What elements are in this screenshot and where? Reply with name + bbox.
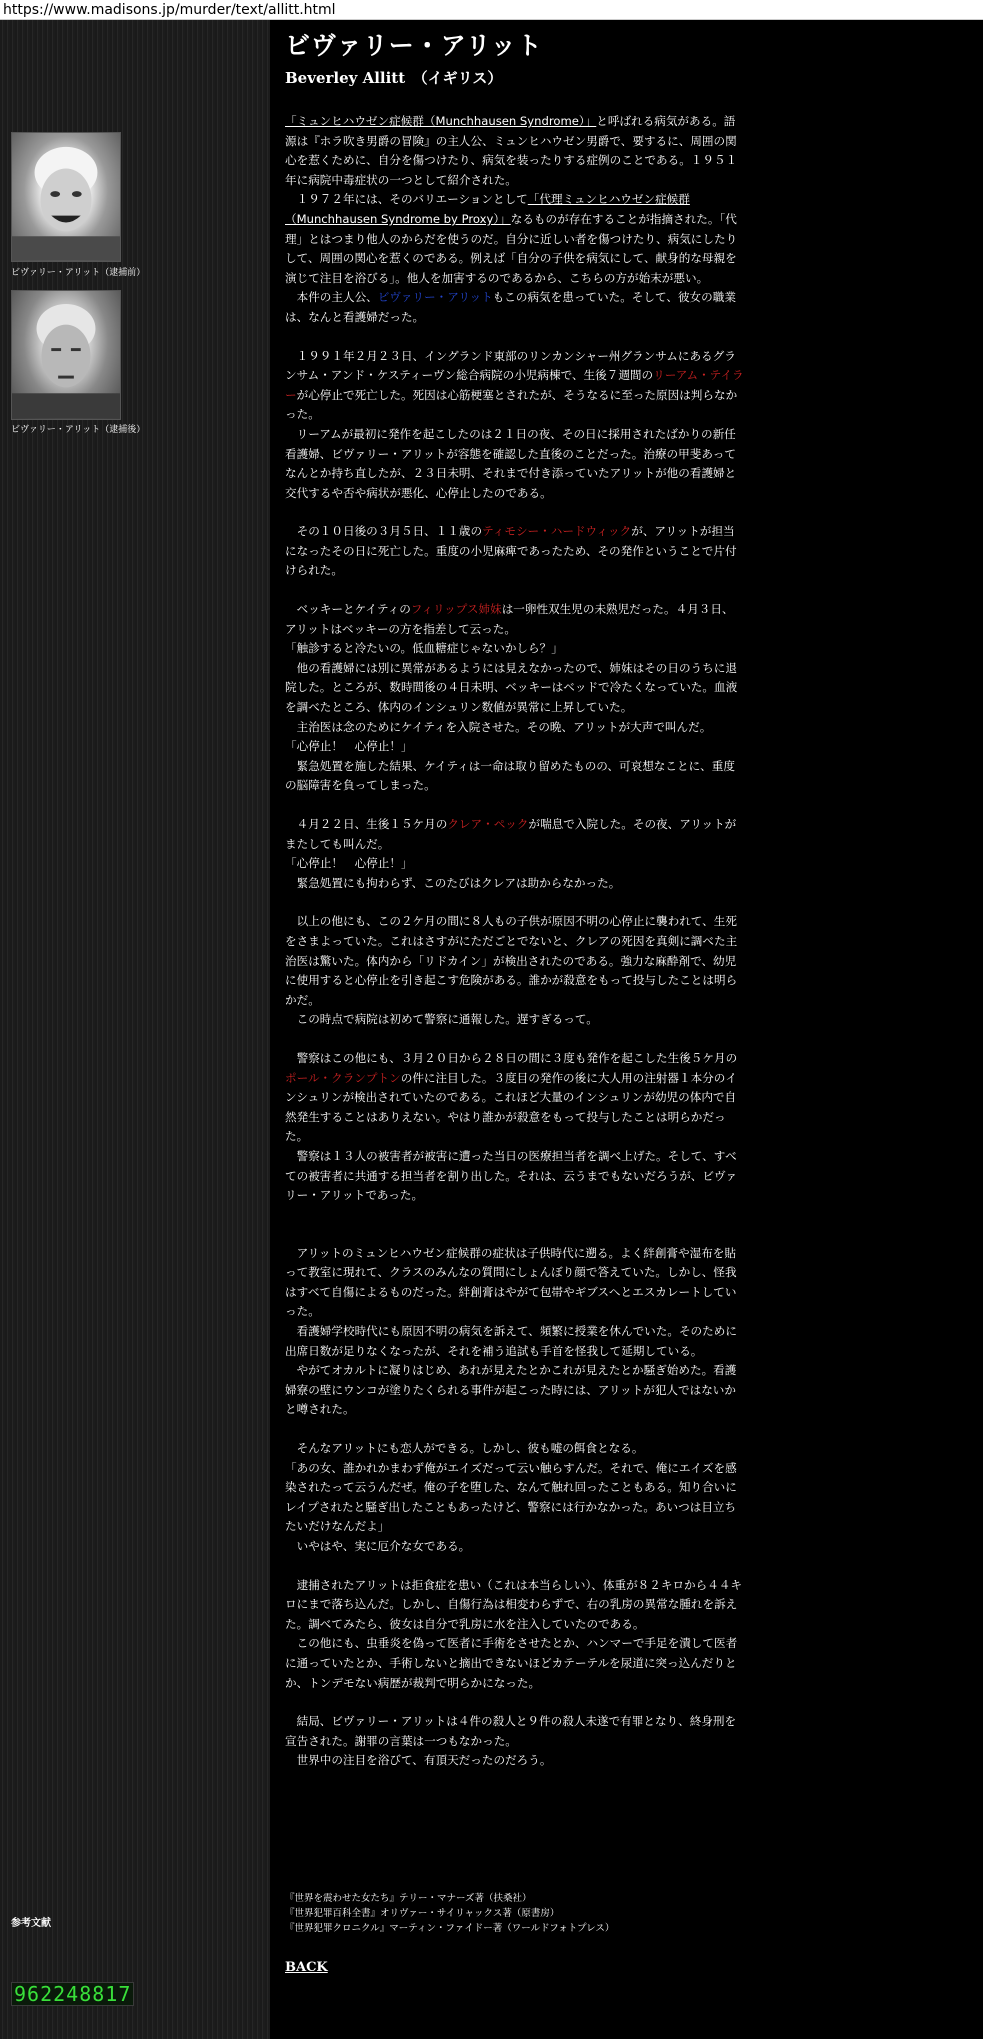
references-list [285, 1891, 614, 1936]
text: が、アリットが担当になったその日に死亡した。重度の小児麻痺であったため、その発作ということで片付けられた。 [285, 524, 737, 578]
text: 他の看護婦には別に異常があるようには見えなかったので、姉妹はその日のうちに退院した。ところが、数時間後の４日未明、ベッキーはベッドで冷たくなっていた。血液を調べたところ、体内のインシュリン数値が異常に上昇していた。 [285, 660, 738, 715]
text: やがてオカルトに凝りはじめ、あれが見えたとかこれが見えたとか騒ぎ始めた。看護婦寮の壁にウンコが塗りたくられる事件が起こった時には、アリットが犯人ではないかと噂された。 [285, 1363, 737, 1417]
victim-name: クレア・ペック [447, 817, 529, 831]
page-title: ビヴァリー・アリット [285, 31, 543, 60]
victim-name: リーアム・テイラー [285, 368, 744, 402]
photo-caption-before: ビヴァリー・アリット（逮捕前） [11, 268, 146, 278]
back-link[interactable]: BACK [285, 1960, 328, 1975]
photo-caption-after: ビヴァリー・アリット（逮捕後） [11, 425, 146, 435]
text: そんなアリットにも恋人ができる。しかし、彼も嘘の餌食となる。 [285, 1441, 644, 1456]
munchhausen-link[interactable]: 「ミュンヒハウゼン症候群（Munchhausen Syndrome）」 [285, 114, 597, 128]
text: ４月２２日、生後１５ケ月の [285, 817, 448, 831]
text: の件に注目した。３度目の発作の後に大人用の注射器１本分のインシュリンが検出されていたのである。これほど大量のインシュリンが幼児の体内で自然発生することはありえない。やはり誰かが殺意をもって投与したことは明らかだった。 [285, 1070, 737, 1144]
proxy-munchhausen-link[interactable]: 「代理ミュンヒハウゼン症候群（Munchhausen Syndrome by Proxy）」 [285, 192, 690, 226]
suspect-photo-after-arrest [11, 290, 121, 420]
reference-item: 『世界を震わせた女たち』テリー・マナーズ著（扶桑社） [285, 1893, 532, 1904]
text: 世界中の注目を浴びて、有頂天だったのだろう。 [285, 1753, 552, 1768]
paragraph [285, 347, 745, 504]
text: 「あの女、誰かれかまわず俺がエイズだって云い触らすんだ。それで、俺にエイズを感染されたって云うんだぜ。俺の子を堕した、なんて触れ回ったこともある。知り合いにレイプされたと騒ぎ出したこともあったけど、警察には行かなかった。あいつは目立ちたいだけなんだよ」 [285, 1460, 737, 1534]
text: 逮捕されたアリットは拒食症を患い（これは本当らしい）、体重が８２キロから４４キロにまで落ち込んだ。しかし、自傷行為は相変わらずで、右の乳房の異常な腫れを訴えた。調べてみたら、彼女は自分で乳房に水を注入していたのである。 [285, 1577, 743, 1631]
text: １９７２年には、そのバリエーションとして [285, 192, 528, 207]
paragraph [285, 1049, 745, 1206]
text: 緊急処置にも拘わらず、このたびはクレアは助からなかった。 [285, 875, 621, 890]
text: 「心停止！ 心停止！」 [285, 856, 413, 871]
paragraph [285, 522, 745, 581]
reference-item: 『世界犯罪クロニクル』マーティン・ファイドー著（ワールドフォトプレス） [285, 1923, 615, 1934]
paragraph [285, 112, 745, 328]
text: この時点で病院は初めて警察に通報した。遅すぎるって。 [285, 1012, 598, 1027]
sidebar [0, 20, 270, 2039]
victim-name: ティモシー・ハードウィック [482, 524, 632, 539]
text: 主治医は念のためにケイティを入院させた。その晩、アリットが大声で叫んだ。 [285, 719, 712, 734]
page-subtitle: Beverley Allitt （イギリス） [285, 69, 503, 87]
references-label: 参考文献 [11, 1918, 51, 1929]
text: 以上の他にも、この２ケ月の間に８人もの子供が原因不明の心停止に襲われて、生死をさまよっていた。これはさすがにただごとでないと、クレアの死因を真剣に調べた主治医は驚いた。体内から「リドカイン」が検出されたのである。強力な麻酔剤で、幼児に使用すると心停止を引き起こす危険がある。誰かが殺意をもって投与したことは明らかだ。 [285, 914, 738, 1007]
text: もこの病気を患っていた。そして、彼女の職業は、なんと看護婦だった。 [285, 290, 736, 324]
article-body [285, 112, 745, 1771]
article [285, 20, 745, 1790]
victim-name: ポール・クランプトン [285, 1070, 401, 1085]
text: アリットのミュンヒハウゼン症候群の症状は子供時代に遡る。よく絆創膏や湿布を貼って教室に現れて、クラスのみんなの質問にしょんぼり顔で答えていた。しかし、怪我はすべて自傷によるものだった。絆創膏はやがて包帯やギブスへとエスカレートしていった。 [285, 1245, 737, 1319]
text: 「触診すると冷たいの。低血糖症じゃないかしら？」 [285, 641, 563, 656]
text: が喘息で入院した。その夜、アリットがまたしても叫んだ。 [285, 817, 737, 851]
text: 「心停止！ 心停止！」 [285, 739, 413, 754]
paragraph [285, 600, 745, 796]
text: は一卵性双生児の未熟児だった。４月３日、アリットはベッキーの方を指差して云った。 [285, 602, 734, 636]
paragraph [285, 1576, 745, 1694]
victim-name: フィリップス姉妹 [410, 602, 502, 617]
text: いやはや、実に厄介な女である。 [285, 1539, 471, 1553]
paragraph [285, 1712, 745, 1771]
text: この他にも、虫垂炎を偽って医者に手術をさせたとか、ハンマーで手足を潰して医者に通っていたとか、手術しないと摘出できないほどカテーテルを尿道に突っ込んだりとか、トンデモない病歴が裁判で明らかになった。 [285, 1636, 738, 1690]
text: 本件の主人公、 [285, 290, 378, 305]
text: と呼ばれる病気がある。語源は『ホラ吹き男爵の冒険』の主人公、ミュンヒハウゼン男爵で、要するに、周囲の関心を惹くために、自分を傷つけたり、病気を装ったりする症例のことである。１９５１年に病院中毒症状の一つとして紹介された。 [285, 114, 738, 187]
text: なるものが存在することが指摘された。「代理」とはつまり他人のからだを使うのだ。自分に近しい者を傷つけたり、病気にしたりして、周囲の関心を惹くのである。例えば「自分の子供を病気にして、献身的な母親を演じて注目を浴びる」。他人を加害するのであるから、こちらの方が始末が悪い。 [285, 211, 738, 285]
text: 看護婦学校時代にも原因不明の病気を訴えて、頻繁に授業を休んでいた。そのために出席日数が足りなくなったが、それを補う追試も手首を怪我して延期している。 [285, 1324, 737, 1358]
reference-item: 『世界犯罪百科全書』オリヴァー・サイリャックス著（原書房） [285, 1908, 560, 1919]
address-bar[interactable]: https://www.madisons.jp/murder/text/allitt.html [0, 0, 983, 20]
name-allitt: ビヴァリー・アリット [377, 290, 493, 305]
text: が心停止で死亡した。死因は心筋梗塞とされたが、そうなるに至った原因は判らなかった。 [285, 387, 738, 422]
text: １９９１年２月２３日、イングランド東部のリンカンシャー州グランサムにあるグランサム・アンド・ケスティーヴン総合病院の小児病棟で、生後７週間の [285, 348, 736, 383]
suspect-photo-before-arrest [11, 132, 121, 262]
paragraph [285, 815, 745, 893]
paragraph [285, 1439, 745, 1557]
text: 警察は１３人の被害者が被害に遭った当日の医療担当者を調べ上げた。そして、すべての被害者に共通する担当者を割り出した。それは、云うまでもないだろうが、ビヴァリー・アリットであった。 [285, 1148, 738, 1203]
text: 警察はこの他にも、３月２０日から２８日の間に３度も発作を起こした生後５ケ月の [285, 1050, 738, 1065]
text: 結局、ビヴァリー・アリットは４件の殺人と９件の殺人未遂で有罪となり、終身刑を宣告された。謝罪の言葉は一つもなかった。 [285, 1714, 737, 1748]
paragraph [285, 1244, 745, 1420]
text: リーアムが最初に発作を起こしたのは２１日の夜、その日に採用されたばかりの新任看護婦、ビヴァリー・アリットが容態を確認した直後のことだった。治療の甲斐あってなんとか持ち直したが、２３日未明、それまで付き添っていたアリットが他の看護婦と交代するや否や病状が悪化、心停止したのである。 [285, 426, 737, 500]
paragraph [285, 912, 745, 1030]
visitor-counter: 962248817 [11, 1982, 134, 2006]
text: ベッキーとケイティの [285, 602, 411, 617]
text: 緊急処置を施した結果、ケイティは一命は取り留めたものの、可哀想なことに、重度の脳障害を負ってしまった。 [285, 758, 735, 793]
text: その１０日後の３月５日、１１歳の [285, 524, 483, 539]
